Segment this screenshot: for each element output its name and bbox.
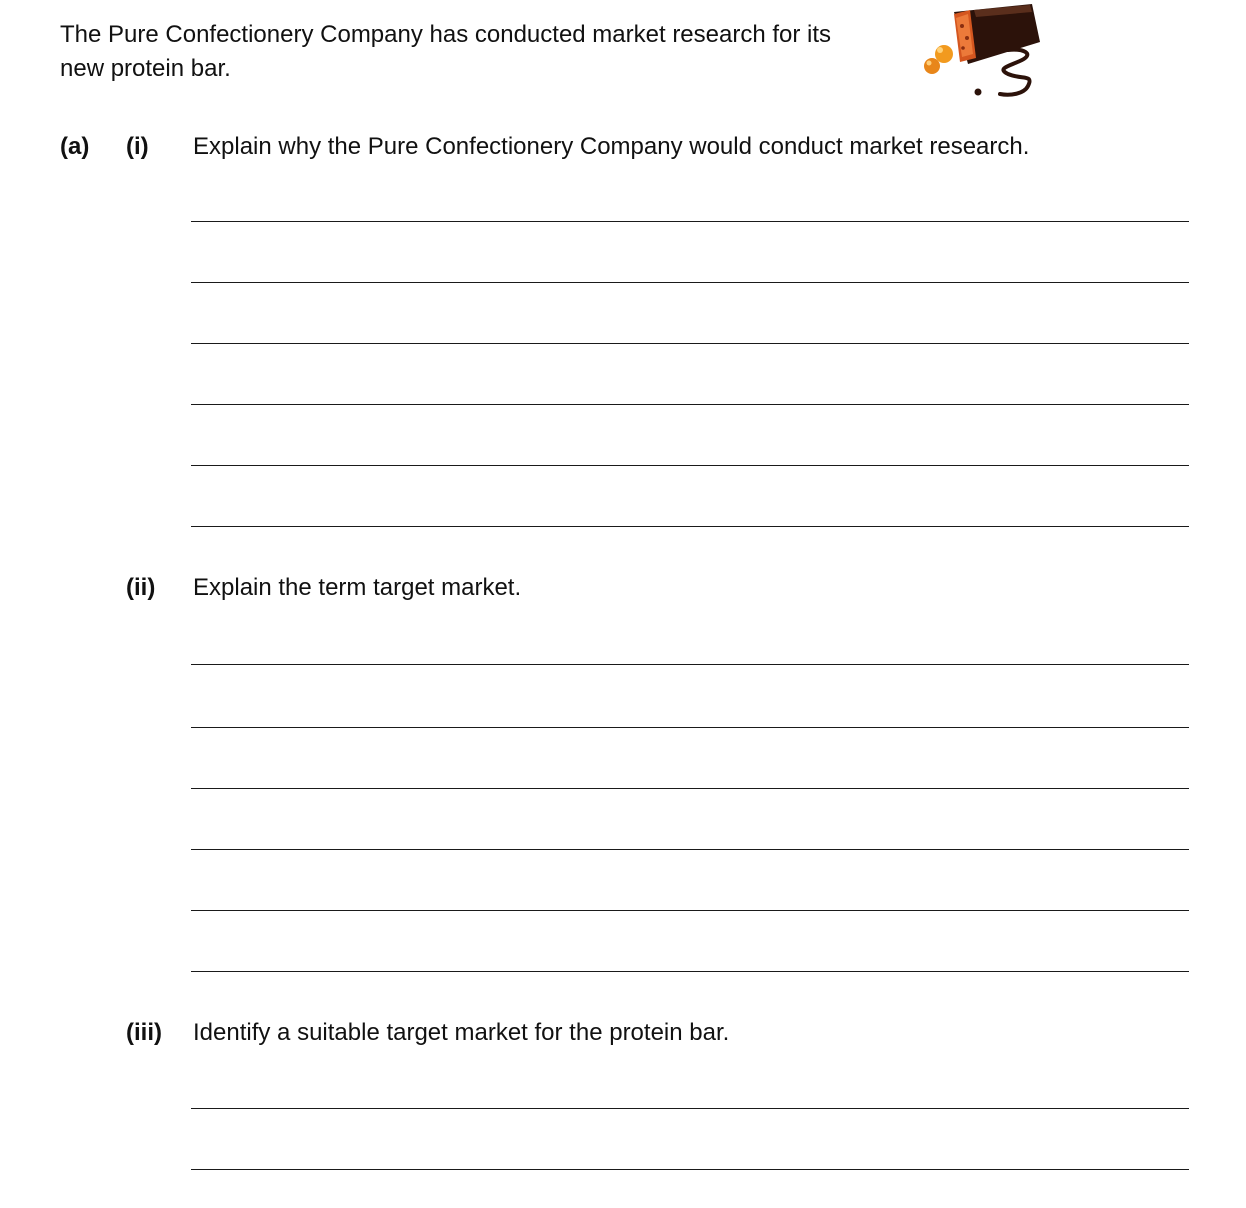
- answer-line-i-2[interactable]: [191, 282, 1189, 283]
- answer-line-iii-2[interactable]: [191, 1169, 1189, 1170]
- question-ii-text: Explain the term target market.: [193, 574, 522, 601]
- answer-line-ii-4[interactable]: [191, 849, 1189, 850]
- protein-bar-image: [912, 2, 1047, 102]
- answer-line-ii-1[interactable]: [191, 664, 1189, 665]
- answer-line-iii-1[interactable]: [191, 1108, 1189, 1109]
- part-a-label: (a): [60, 133, 90, 160]
- answer-line-i-3[interactable]: [191, 343, 1189, 344]
- intro-line-1: The Pure Confectionery Company has conducted market research for its: [60, 21, 832, 48]
- answer-line-ii-2[interactable]: [191, 727, 1189, 728]
- question-iii-number: (iii): [126, 1019, 162, 1046]
- answer-line-i-1[interactable]: [191, 221, 1189, 222]
- answer-line-ii-3[interactable]: [191, 788, 1189, 789]
- answer-line-ii-6[interactable]: [191, 971, 1189, 972]
- intro-line-2: new protein bar.: [60, 55, 231, 82]
- answer-line-i-6[interactable]: [191, 526, 1189, 527]
- answer-line-ii-5[interactable]: [191, 910, 1189, 911]
- question-i-text: Explain why the Pure Confectionery Company would conduct market research.: [193, 133, 1030, 160]
- answer-line-i-4[interactable]: [191, 404, 1189, 405]
- question-i-number: (i): [126, 133, 149, 160]
- answer-line-i-5[interactable]: [191, 465, 1189, 466]
- question-iii-text: Identify a suitable target market for the protein bar.: [193, 1019, 730, 1046]
- question-ii-number: (ii): [126, 574, 156, 601]
- intro-text: [60, 18, 900, 86]
